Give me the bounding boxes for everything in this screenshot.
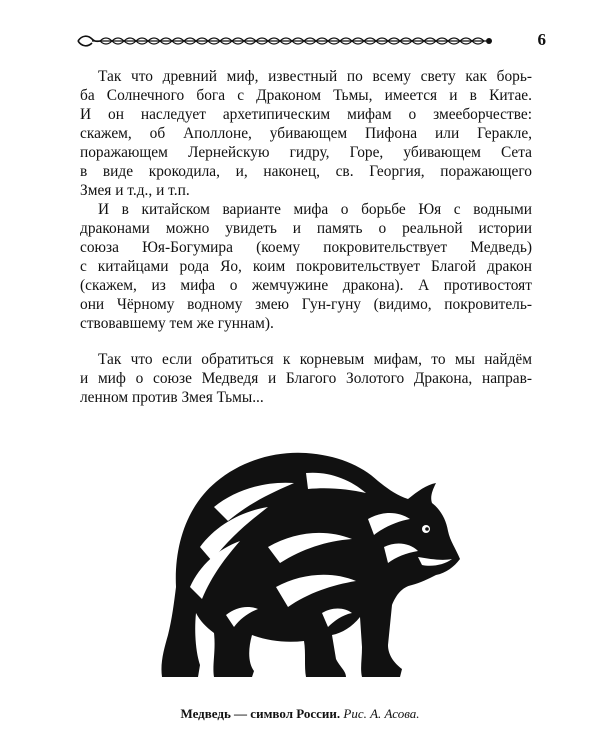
text-line: в виде крокодила, и, наконец, св. Георгия, поражающего <box>80 163 532 180</box>
text-line: и миф о союзе Медведя и Благого Золотого Дракона, направ- <box>80 370 532 387</box>
caption-title: Медведь — символ России. <box>180 706 341 721</box>
text-line: поражающем Лернейскую гидру, Горе, убивающем Сета <box>80 144 532 161</box>
text-line: союза Юя-Богумира (коему покровительствует Медведь) <box>80 239 532 256</box>
paragraph-2 <box>80 200 532 333</box>
caption-credit: Рис. А. Асова. <box>343 706 420 721</box>
text-line: Змея и т.д., и т.п. <box>80 182 190 199</box>
figure-caption <box>0 706 600 722</box>
ornament-border-icon <box>76 34 494 48</box>
paragraph-gap <box>80 333 532 350</box>
text-line: они Чёрному водному змею Гун-гуну (видимо, покровитель- <box>80 296 532 313</box>
page-header <box>76 30 546 52</box>
text-line: ствовавшему тем же гуннам). <box>80 315 274 332</box>
paragraph-3 <box>80 350 532 407</box>
text-line: Так что если обратиться к корневым мифам, то мы найдём <box>98 351 532 368</box>
text-line: ба Солнечного бога с Драконом Тьмы, имеется и в Китае. <box>80 87 532 104</box>
bear-silhouette-icon <box>156 437 462 682</box>
text-line: И в китайском варианте мифа о борьбе Юя с водными <box>98 201 532 218</box>
text-line: Так что древний миф, известный по всему свету как борь- <box>98 68 532 85</box>
text-line: скажем, об Аполлоне, убивающем Пифона или Геракле, <box>80 125 532 142</box>
text-line: И он наследует архетипическим мифам о змееборчестве: <box>80 106 532 123</box>
text-line: с китайцами рода Яо, коим покровительствует Благой дракон <box>80 258 532 275</box>
page-number: 6 <box>537 30 546 49</box>
text-line: (скажем, из мифа о жемчужине дракона). А противостоят <box>80 277 532 294</box>
text-line: ленном против Змея Тьмы... <box>80 389 264 406</box>
paragraph-1 <box>80 67 532 200</box>
body-text <box>80 67 532 407</box>
text-line: драконами можно увидеть и память о реальной истории <box>80 220 532 237</box>
